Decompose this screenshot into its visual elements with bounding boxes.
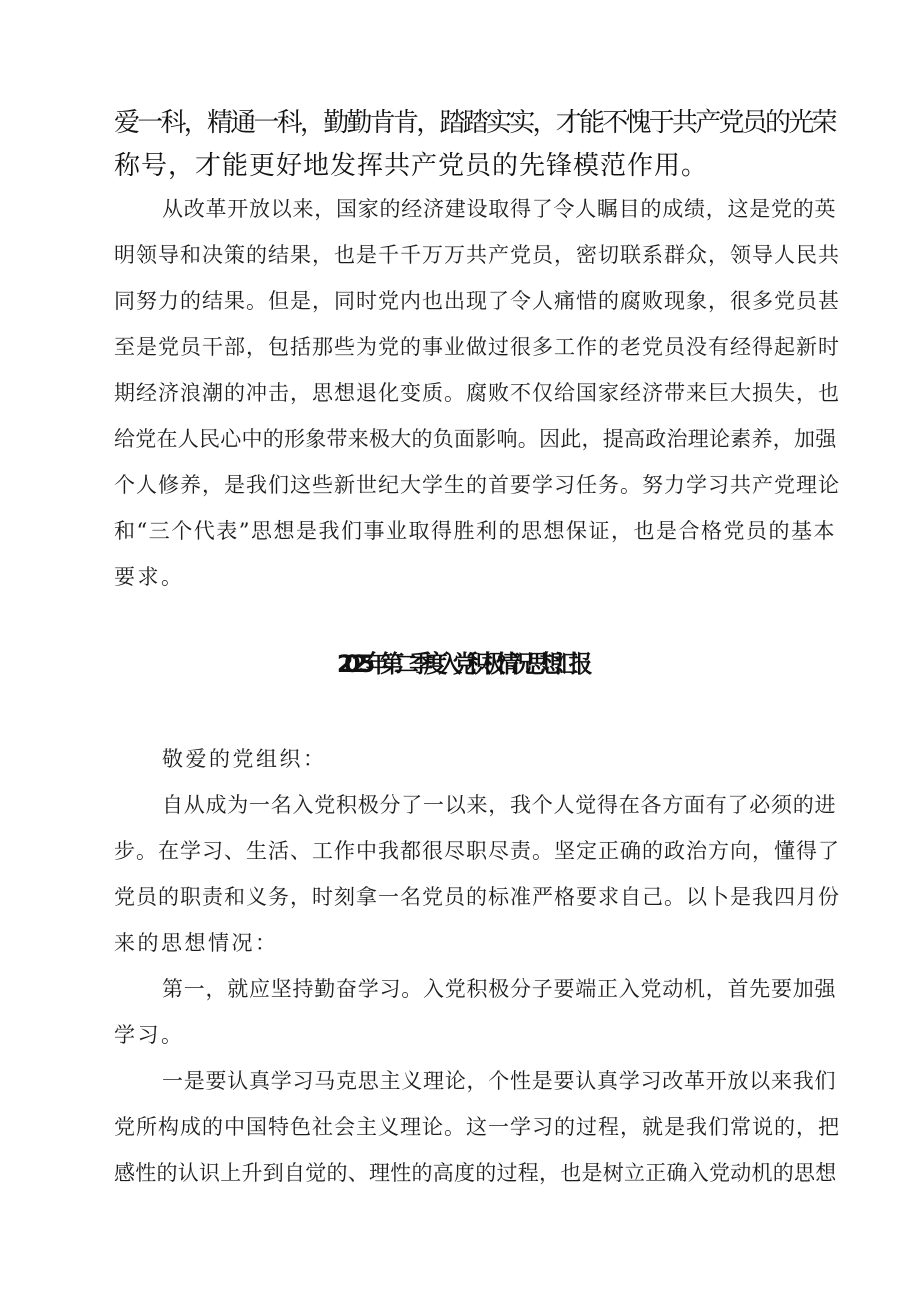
study-line-2: 党所构成的中国特色社会主义理论。这一学习的过程，就是我们常说的，把 xyxy=(114,1115,840,1139)
reform-paragraph-line-5: 期经济浪潮的冲击，思想退化变质。腐败不仅给国家经济带来巨大损失，也 xyxy=(114,381,840,405)
study-line-3: 感性的认识上升到自觉的、理性的高度的过程，也是树立正确入党动机的思想 xyxy=(114,1161,837,1185)
first-point-line-1: 第一，就应坚持勤奋学习。入党积极分子要端正入党动机，首先要加强 xyxy=(162,977,837,1001)
first-point-line-2: 学习。 xyxy=(114,1023,185,1047)
carryover-line-1: 爱一科，精通一科，勤勤肯肯，踏踏实实，才能不愧于共产党员的光荣 xyxy=(114,108,835,138)
reform-paragraph-line-6: 给党在人民心中的形象带来极大的负面影响。因此，提高政治理论素养，加强 xyxy=(114,427,837,451)
intro-line-4: 来的思想情况： xyxy=(114,931,279,955)
study-line-1: 一是要认真学习马克思主义理论，个性是要认真学习改革开放以来我们 xyxy=(162,1069,837,1093)
intro-line-1: 自从成为一名入党积极分了一以来，我个人觉得在各方面有了必须的进 xyxy=(162,793,837,817)
reform-paragraph-line-8: 和“三个代表”思想是我们事业取得胜利的思想保证，也是合格党员的基本 xyxy=(114,519,836,543)
reform-paragraph-line-3: 同努力的结果。但是，同时党内也出现了令人痛惜的腐败现象，很多党员甚 xyxy=(114,289,840,313)
report-salutation: 敬爱的党组织： xyxy=(162,747,327,771)
carryover-line-2: 称号，才能更好地发挥共产党员的先锋模范作用。 xyxy=(114,151,709,181)
reform-paragraph-line-7: 个人修养，是我们这些新世纪大学生的首要学习任务。努力学习共产党理论 xyxy=(114,473,840,497)
report-title: 2025年第二季度入党积极情况思想汇报 xyxy=(336,650,584,678)
intro-line-3: 党员的职责和义务，时刻拿一名党员的标准严格要求自己。以卜是我四月份 xyxy=(114,885,840,909)
reform-paragraph-line-4: 至是党员干部，包括那些为党的事业做过很多工作的老党员没有经得起新时 xyxy=(114,335,840,359)
reform-paragraph-line-1: 从改革开放以来，国家的经济建设取得了令人瞩目的成绩，这是党的英 xyxy=(162,197,837,221)
reform-paragraph-line-2: 明领导和决策的结果，也是千千万万共产党员，密切联系群众，领导人民共 xyxy=(114,243,840,267)
reform-paragraph-line-9: 要求。 xyxy=(114,565,185,589)
intro-line-2: 步。在学习、生活、工作中我都很尽职尽责。坚定正确的政治方向，懂得了 xyxy=(114,839,840,863)
